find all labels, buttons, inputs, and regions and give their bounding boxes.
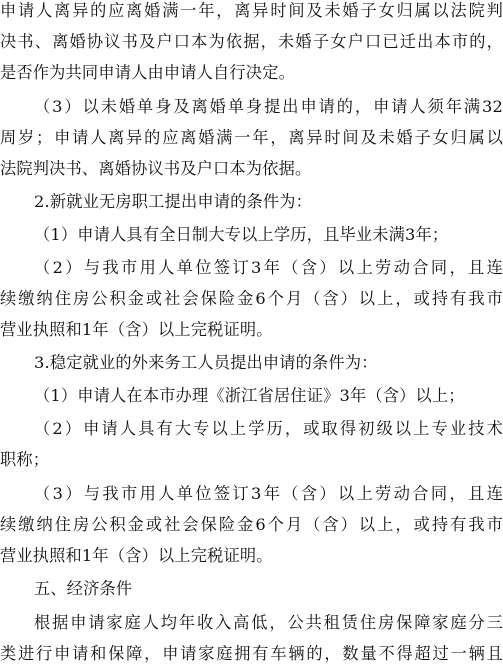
- text-line: （2）申请人具有大专以上学历，或取得初级以上专业技术: [34, 419, 503, 438]
- text-line: 是否作为共同申请人由申请人自行决定。: [0, 63, 295, 82]
- text-line: 根据申请家庭人均年收入高低，公共租赁住房保障家庭分三: [34, 613, 503, 632]
- text-line: 续缴纳住房公积金或社会保险金6个月（含）以上，或持有我市: [0, 515, 503, 534]
- section-heading: 2.新就业无房职工提出申请的条件为：: [34, 192, 313, 211]
- text-line: （3）以未婚单身及离婚单身提出申请的，申请人须年满32: [34, 97, 503, 116]
- text-line: 决书、离婚协议书及户口本为依据，未婚子女户口已迁出本市的，: [0, 32, 503, 51]
- text-line: （1）申请人具有全日制大专以上学历，且毕业未满3年；: [34, 225, 449, 244]
- section-heading: 五、经济条件: [34, 579, 133, 598]
- text-line: 营业执照和1年（含）以上完税证明。: [0, 546, 273, 565]
- text-line: 申请人离异的应离婚满一年，离异时间及未婚子女归属以法院判: [0, 1, 503, 20]
- text-line: 营业执照和1年（含）以上完税证明。: [0, 320, 273, 339]
- text-line: 类进行申请和保障，申请家庭拥有车辆的，数量不得超过一辆且: [0, 644, 503, 663]
- text-line: 续缴纳住房公积金或社会保险金6个月（含）以上，或持有我市: [0, 289, 503, 308]
- text-line: 周岁；申请人离异的应离婚满一年，离异时间及未婚子女归属以: [0, 128, 503, 147]
- text-line: 法院判决书、离婚协议书及户口本为依据。: [0, 159, 312, 178]
- text-line: （1）申请人在本市办理《浙江省居住证》3年（含）以上；: [34, 386, 465, 405]
- text-line: （2）与我市用人单位签订3年（含）以上劳动合同，且连: [34, 258, 503, 277]
- text-line: 职称；: [0, 450, 50, 469]
- text-line: （3）与我市用人单位签订3年（含）以上劳动合同，且连: [34, 484, 503, 503]
- section-heading: 3.稳定就业的外来务工人员提出申请的条件为：: [34, 353, 378, 372]
